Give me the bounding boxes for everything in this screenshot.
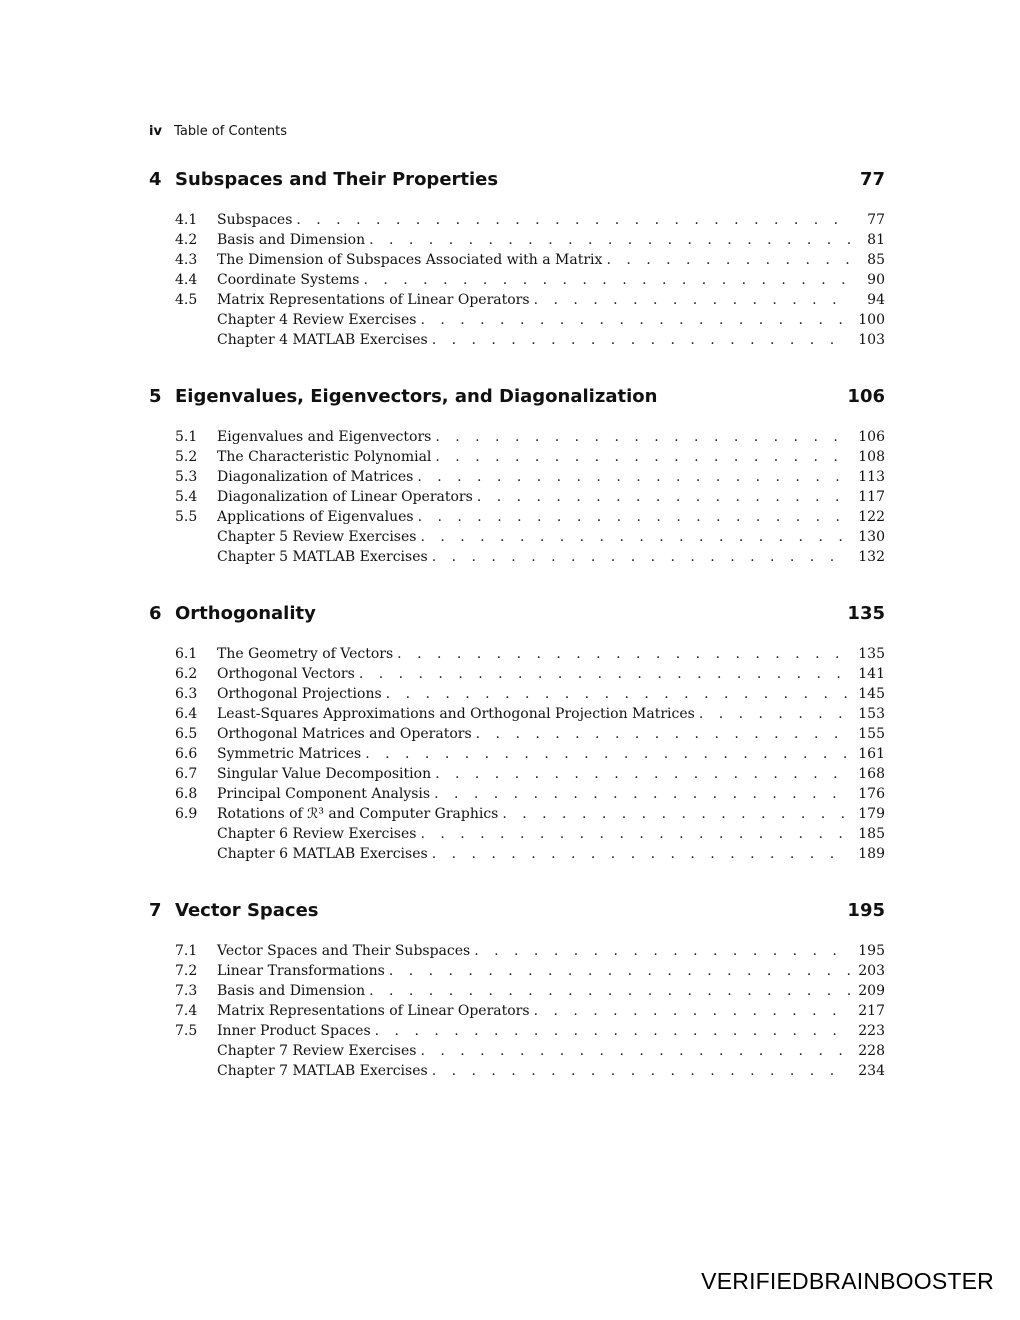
- section-title: Diagonalization of Matrices: [217, 469, 414, 485]
- dot-leader: [699, 704, 851, 724]
- dot-leader: [420, 824, 851, 844]
- toc-entry[interactable]: [149, 824, 885, 844]
- section-title: Least-Squares Approximations and Orthogonal Projection Matrices: [217, 706, 695, 722]
- page-header: [149, 124, 287, 139]
- toc-entry[interactable]: [149, 330, 885, 350]
- section-page-number: 108: [858, 449, 885, 465]
- section-title: The Characteristic Polynomial: [217, 449, 432, 465]
- toc-entry[interactable]: [149, 487, 885, 507]
- dot-leader: [434, 784, 851, 804]
- toc-entry[interactable]: [149, 527, 885, 547]
- section-number: 7.3: [175, 983, 198, 999]
- section-page-number: 161: [858, 746, 885, 762]
- section-page-number: 90: [867, 272, 885, 288]
- section-page-number: 168: [858, 766, 885, 782]
- section-page-number: 234: [858, 1063, 885, 1079]
- chapter-page-number: 135: [847, 603, 885, 624]
- toc-entry[interactable]: [149, 447, 885, 467]
- section-title: Matrix Representations of Linear Operators: [217, 292, 530, 308]
- section-title: Chapter 6 Review Exercises: [217, 826, 417, 842]
- section-page-number: 228: [858, 1043, 885, 1059]
- toc-entry[interactable]: [149, 290, 885, 310]
- dot-leader: [476, 724, 851, 744]
- chapter-block: [149, 166, 885, 350]
- dot-leader: [418, 507, 851, 527]
- section-page-number: 145: [858, 686, 885, 702]
- toc-entry[interactable]: [149, 684, 885, 704]
- dot-leader: [534, 290, 851, 310]
- toc-entry[interactable]: [149, 941, 885, 961]
- chapter-title: Orthogonality: [175, 603, 316, 624]
- section-title: Chapter 6 MATLAB Exercises: [217, 846, 428, 862]
- section-number: 4.1: [175, 212, 198, 228]
- section-page-number: 130: [858, 529, 885, 545]
- toc-entry[interactable]: [149, 704, 885, 724]
- dot-leader: [477, 487, 851, 507]
- section-page-number: 223: [858, 1023, 885, 1039]
- chapter-number: 6: [149, 603, 162, 624]
- section-title: Inner Product Spaces: [217, 1023, 371, 1039]
- section-page-number: 135: [858, 646, 885, 662]
- section-page-number: 77: [867, 212, 885, 228]
- toc-entry[interactable]: [149, 784, 885, 804]
- toc-entry[interactable]: [149, 250, 885, 270]
- toc-entry[interactable]: [149, 1001, 885, 1021]
- section-title: Chapter 5 MATLAB Exercises: [217, 549, 428, 565]
- section-title: Coordinate Systems: [217, 272, 360, 288]
- section-number: 7.1: [175, 943, 198, 959]
- toc-entry[interactable]: [149, 644, 885, 664]
- section-number: 4.4: [175, 272, 198, 288]
- running-title: Table of Contents: [174, 124, 287, 139]
- chapter-number: 4: [149, 169, 162, 190]
- toc-entry[interactable]: [149, 844, 885, 864]
- section-number: 6.3: [175, 686, 198, 702]
- section-page-number: 132: [858, 549, 885, 565]
- section-page-number: 153: [858, 706, 885, 722]
- dot-leader: [534, 1001, 851, 1021]
- section-page-number: 94: [867, 292, 885, 308]
- section-page-number: 141: [858, 666, 885, 682]
- dot-leader: [417, 467, 851, 487]
- dot-leader: [435, 447, 851, 467]
- section-number: 6.6: [175, 746, 198, 762]
- dot-leader: [435, 427, 851, 447]
- section-title: Orthogonal Matrices and Operators: [217, 726, 472, 742]
- dot-leader: [606, 250, 851, 270]
- section-title: Principal Component Analysis: [217, 786, 431, 802]
- toc-entry[interactable]: [149, 467, 885, 487]
- chapter-heading[interactable]: [149, 600, 885, 628]
- section-page-number: 203: [858, 963, 885, 979]
- section-number: 4.3: [175, 252, 198, 268]
- dot-leader: [502, 804, 851, 824]
- dot-leader: [397, 644, 851, 664]
- section-list: [149, 644, 885, 864]
- section-title: Chapter 4 Review Exercises: [217, 312, 417, 328]
- section-title: Basis and Dimension: [217, 232, 366, 248]
- section-title: Applications of Eigenvalues: [217, 509, 414, 525]
- chapter-page-number: 195: [847, 900, 885, 921]
- dot-leader: [432, 330, 851, 350]
- section-page-number: 217: [858, 1003, 885, 1019]
- section-number: 7.5: [175, 1023, 198, 1039]
- dot-leader: [435, 764, 851, 784]
- toc-entry[interactable]: [149, 547, 885, 567]
- toc-entry[interactable]: [149, 210, 885, 230]
- section-page-number: 209: [858, 983, 885, 999]
- chapter-title: Vector Spaces: [175, 900, 319, 921]
- chapter-page-number: 106: [847, 386, 885, 407]
- toc-entry[interactable]: [149, 427, 885, 447]
- chapter-number: 7: [149, 900, 162, 921]
- section-page-number: 189: [858, 846, 885, 862]
- section-title: Eigenvalues and Eigenvectors: [217, 429, 432, 445]
- section-title: Basis and Dimension: [217, 983, 366, 999]
- dot-leader: [432, 844, 851, 864]
- section-number: 6.5: [175, 726, 198, 742]
- toc-entry[interactable]: [149, 1041, 885, 1061]
- dot-leader: [420, 1041, 851, 1061]
- section-title: Vector Spaces and Their Subspaces: [217, 943, 471, 959]
- section-page-number: 85: [867, 252, 885, 268]
- toc-entry[interactable]: [149, 310, 885, 330]
- section-list: [149, 427, 885, 567]
- section-title: Subspaces: [217, 212, 293, 228]
- section-number: 7.2: [175, 963, 198, 979]
- section-number: 5.2: [175, 449, 198, 465]
- chapter-heading[interactable]: [149, 897, 885, 925]
- toc-entry[interactable]: [149, 270, 885, 290]
- section-title: Symmetric Matrices: [217, 746, 362, 762]
- toc-entry[interactable]: [149, 507, 885, 527]
- dot-leader: [474, 941, 851, 961]
- toc-entry[interactable]: [149, 664, 885, 684]
- chapter-block: [149, 383, 885, 567]
- section-page-number: 100: [858, 312, 885, 328]
- section-title: Singular Value Decomposition: [217, 766, 432, 782]
- section-title: Chapter 5 Review Exercises: [217, 529, 417, 545]
- section-title: Diagonalization of Linear Operators: [217, 489, 473, 505]
- dot-leader: [365, 744, 851, 764]
- dot-leader: [432, 1061, 851, 1081]
- section-number: 6.2: [175, 666, 198, 682]
- dot-leader: [432, 547, 851, 567]
- section-title: The Dimension of Subspaces Associated with a Matrix: [217, 252, 603, 268]
- section-page-number: 113: [858, 469, 885, 485]
- section-title: Chapter 4 MATLAB Exercises: [217, 332, 428, 348]
- table-of-contents: [149, 166, 885, 1114]
- section-number: 6.9: [175, 806, 198, 822]
- chapter-block: [149, 897, 885, 1081]
- chapter-title: Eigenvalues, Eigenvectors, and Diagonalization: [175, 386, 658, 407]
- watermark-text: VERIFIEDBRAINBOOSTER: [701, 1268, 994, 1294]
- section-number: 7.4: [175, 1003, 198, 1019]
- section-title: Matrix Representations of Linear Operators: [217, 1003, 530, 1019]
- chapter-number: 5: [149, 386, 162, 407]
- section-page-number: 122: [858, 509, 885, 525]
- section-number: 5.3: [175, 469, 198, 485]
- section-number: 6.8: [175, 786, 198, 802]
- section-number: 5.1: [175, 429, 198, 445]
- section-page-number: 155: [858, 726, 885, 742]
- section-page-number: 117: [858, 489, 885, 505]
- toc-entry[interactable]: [149, 961, 885, 981]
- toc-entry[interactable]: [149, 1021, 885, 1041]
- section-title: Chapter 7 MATLAB Exercises: [217, 1063, 428, 1079]
- section-title: Orthogonal Vectors: [217, 666, 355, 682]
- dot-leader: [389, 961, 851, 981]
- chapter-block: [149, 600, 885, 864]
- section-page-number: 176: [858, 786, 885, 802]
- section-page-number: 195: [858, 943, 885, 959]
- chapter-page-number: 77: [859, 169, 885, 190]
- section-number: 6.1: [175, 646, 198, 662]
- section-title: The Geometry of Vectors: [217, 646, 394, 662]
- dot-leader: [375, 1021, 851, 1041]
- section-list: [149, 941, 885, 1081]
- toc-entry[interactable]: [149, 230, 885, 250]
- dot-leader: [359, 664, 851, 684]
- section-number: 5.5: [175, 509, 198, 525]
- section-title: Rotations of ℛ³ and Computer Graphics: [217, 806, 499, 822]
- toc-entry[interactable]: [149, 724, 885, 744]
- toc-entry[interactable]: [149, 744, 885, 764]
- toc-entry[interactable]: [149, 1061, 885, 1081]
- section-page-number: 81: [867, 232, 885, 248]
- section-title: Orthogonal Projections: [217, 686, 382, 702]
- section-title: Chapter 7 Review Exercises: [217, 1043, 417, 1059]
- page-number: iv: [149, 124, 162, 139]
- section-list: [149, 210, 885, 350]
- section-page-number: 179: [858, 806, 885, 822]
- section-title: Linear Transformations: [217, 963, 385, 979]
- chapter-heading[interactable]: [149, 383, 885, 411]
- dot-leader: [369, 230, 851, 250]
- section-number: 4.5: [175, 292, 198, 308]
- section-page-number: 185: [858, 826, 885, 842]
- section-number: 4.2: [175, 232, 198, 248]
- dot-leader: [369, 981, 851, 1001]
- section-page-number: 106: [858, 429, 885, 445]
- dot-leader: [386, 684, 851, 704]
- dot-leader: [420, 310, 851, 330]
- dot-leader: [420, 527, 851, 547]
- chapter-title: Subspaces and Their Properties: [175, 169, 499, 190]
- section-page-number: 103: [858, 332, 885, 348]
- chapter-heading[interactable]: [149, 166, 885, 194]
- toc-entry[interactable]: [149, 981, 885, 1001]
- toc-entry[interactable]: [149, 804, 885, 824]
- section-number: 6.7: [175, 766, 198, 782]
- toc-entry[interactable]: [149, 764, 885, 784]
- section-number: 5.4: [175, 489, 198, 505]
- section-number: 6.4: [175, 706, 198, 722]
- dot-leader: [296, 210, 851, 230]
- dot-leader: [363, 270, 851, 290]
